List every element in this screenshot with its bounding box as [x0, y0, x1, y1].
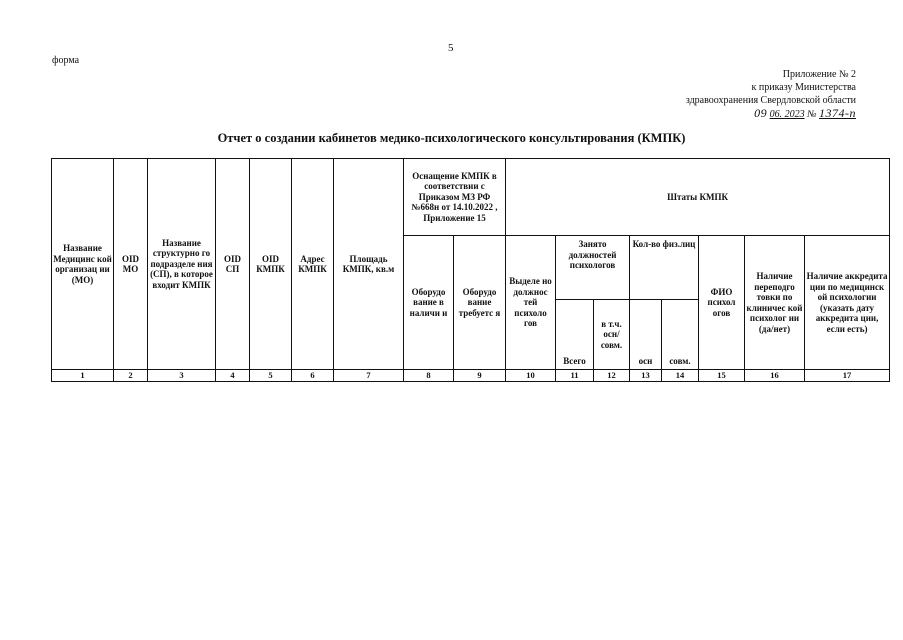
column-number: 10: [506, 370, 556, 382]
report-table: [51, 158, 890, 382]
header-equipment-group: Оснащение КМПК в соответствии с Приказом МЗ РФ №668н от 14.10.2022 , Приложение 15: [404, 159, 506, 236]
header-persons-main: осн: [630, 300, 662, 370]
column-numbers-row: [52, 370, 890, 382]
appendix-line-1: Приложение № 2: [782, 69, 856, 80]
header-persons-part: совм.: [662, 300, 699, 370]
document-title: Отчет о создании кабинетов медико-психологического консультирования (КМПК): [217, 131, 686, 145]
header-allocated-positions: Выделе но должнос тей психоло гов: [506, 236, 556, 370]
column-number: 16: [745, 370, 805, 382]
column-number: 1: [52, 370, 114, 382]
header-oid-mo: OID МО: [114, 159, 148, 370]
header-retraining: Наличие переподго товки по клиничес кой психолог ии (да/нет): [745, 236, 805, 370]
column-number: 8: [404, 370, 454, 382]
order-month-year: 06. 2023: [769, 109, 805, 120]
header-equipment-required: Оборудо вание требуетс я: [454, 236, 506, 370]
header-occupied-positions: Занято должностей психологов: [556, 236, 630, 300]
column-number: 7: [334, 370, 404, 382]
column-number: 17: [805, 370, 890, 382]
page-number: 5: [448, 42, 454, 54]
column-number: 2: [114, 370, 148, 382]
appendix-line-3: здравоохранения Свердловской области: [685, 95, 856, 106]
column-number: 6: [292, 370, 334, 382]
header-psychologist-name: ФИО психол огов: [699, 236, 745, 370]
order-number: 1374-п: [819, 106, 856, 120]
order-date-number: [754, 107, 856, 121]
appendix-line-2: к приказу Министерства: [751, 82, 856, 93]
header-accreditation: Наличие аккредита ции по медицинск ой психологии (указать дату аккредита ции, если есть): [805, 236, 890, 370]
appendix-block: [686, 68, 856, 121]
header-sp-name: Название структурно го подразделе ния (СП), в которое входит КМПК: [148, 159, 216, 370]
header-occupied-total: Всего: [556, 300, 594, 370]
column-number: 13: [630, 370, 662, 382]
column-number: 14: [662, 370, 699, 382]
form-label: форма: [52, 55, 80, 66]
column-number: 15: [699, 370, 745, 382]
header-address: Адрес КМПК: [292, 159, 334, 370]
order-day: 09: [754, 106, 768, 120]
header-area: Площадь КМПК, кв.м: [334, 159, 404, 370]
header-staff-group: Штаты КМПК: [506, 159, 890, 236]
number-sign: №: [807, 109, 817, 120]
column-number: 4: [216, 370, 250, 382]
column-number: 12: [594, 370, 630, 382]
column-number: 11: [556, 370, 594, 382]
header-persons-count: Кол-во физ.лиц: [630, 236, 699, 300]
header-occupied-incl: в т.ч. осн/ совм.: [594, 300, 630, 370]
header-mo-name: Название Медицинс кой организац ии (МО): [52, 159, 114, 370]
column-number: 5: [250, 370, 292, 382]
column-number: 3: [148, 370, 216, 382]
header-oid-kmpk: OID КМПК: [250, 159, 292, 370]
header-oid-sp: OID СП: [216, 159, 250, 370]
column-number: 9: [454, 370, 506, 382]
header-equipment-available: Оборудо вание в наличи и: [404, 236, 454, 370]
